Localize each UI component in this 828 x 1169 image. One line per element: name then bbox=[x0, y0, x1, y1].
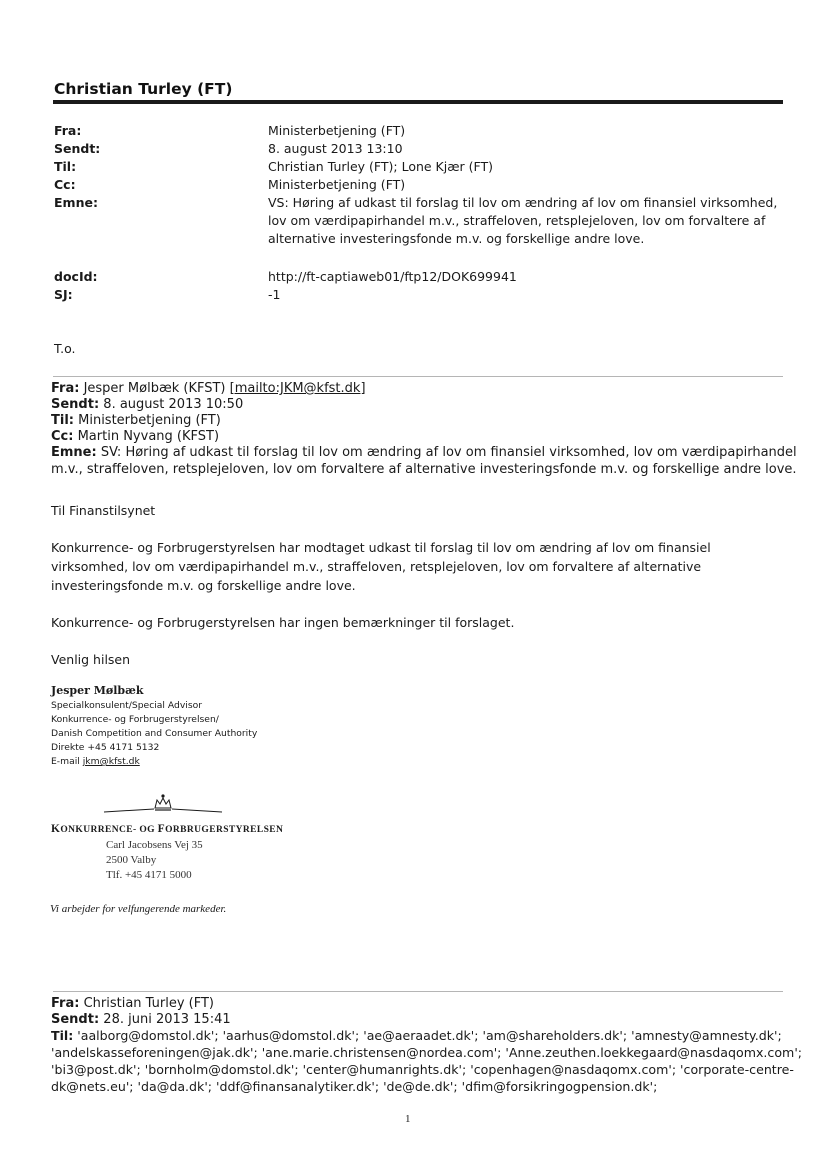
separator-rule bbox=[53, 376, 783, 377]
org-name-part: K bbox=[51, 823, 61, 835]
header-field-value: 8. august 2013 13:10 bbox=[268, 141, 403, 156]
to-value: Ministerbetjening (FT) bbox=[78, 413, 221, 428]
org-name-part: ONKURRENCE- OG bbox=[60, 825, 158, 835]
email-label: E-mail bbox=[51, 756, 80, 767]
org-name-part: ORBRUGERSTYRELSEN bbox=[165, 825, 284, 835]
forwarded-from bbox=[51, 381, 366, 397]
to-label: Til: bbox=[51, 1028, 74, 1043]
header-field-value: Ministerbetjening (FT) bbox=[268, 123, 406, 138]
earlier-to bbox=[51, 1028, 782, 1044]
signature-title: Specialkonsulent/Special Advisor bbox=[51, 700, 203, 711]
header-field-value: VS: Høring af udkast til forslag til lov om ændring af lov om finansiel virksomhed, bbox=[268, 195, 778, 210]
body-paragraph-2: Konkurrence- og Forbrugerstyrelsen har ingen bemærkninger til forslaget. bbox=[51, 615, 515, 630]
address-line: Tlf. +45 4171 5000 bbox=[106, 869, 192, 881]
forwarded-subject bbox=[51, 445, 797, 461]
forwarded-to bbox=[51, 413, 221, 429]
sent-label: Sendt: bbox=[51, 1012, 100, 1027]
address-line: Carl Jacobsens Vej 35 bbox=[106, 839, 203, 851]
body-paragraph-1 bbox=[51, 538, 781, 595]
sent-value: 28. juni 2013 15:41 bbox=[103, 1012, 231, 1027]
recipients-line: 'aalborg@domstol.dk'; 'aarhus@domstol.dk'; 'ae@aeraadet.dk'; 'am@shareholders.dk'; 'amnesty@amnesty.dk'; bbox=[77, 1028, 782, 1043]
header-field-label: Fra: bbox=[54, 123, 82, 138]
closing: Venlig hilsen bbox=[51, 652, 131, 667]
cc-value: Martin Nyvang (KFST) bbox=[77, 429, 220, 444]
header-field-label: SJ: bbox=[54, 287, 73, 302]
org-logo-name bbox=[51, 823, 283, 835]
header-field-value: -1 bbox=[268, 287, 281, 302]
earlier-sent bbox=[51, 1012, 231, 1028]
signature-name: Jesper Mølbæk bbox=[51, 684, 144, 697]
forwarded-cc bbox=[51, 429, 219, 445]
forwarded-subject-cont: m.v., straffeloven, retsplejeloven, lov om forvaltere af alternative investeringsfonde m.v. og forskellige andre love. bbox=[51, 462, 797, 477]
from-value: Christian Turley (FT) bbox=[83, 996, 214, 1011]
header-field-value: Christian Turley (FT); Lone Kjær (FT) bbox=[268, 159, 493, 174]
sent-label: Sendt: bbox=[51, 397, 100, 412]
recipients-line: dk@nets.eu'; 'da@da.dk'; 'ddf@finansanalytiker.dk'; 'de@de.dk'; 'dfim@forsikringogpension.dk'; bbox=[51, 1079, 658, 1094]
greeting: Til Finanstilsynet bbox=[51, 503, 156, 518]
subject-line-1: SV: Høring af udkast til forslag til lov om ændring af lov om finansiel virksomhed, lov om værdipapirhandel bbox=[100, 445, 797, 460]
header-field-value[interactable]: http://ft-captiaweb01/ftp12/DOK699941 bbox=[268, 269, 517, 284]
forwarded-sent bbox=[51, 397, 243, 413]
header-field-value: lov om værdipapirhandel m.v., straffeloven, retsplejeloven, lov om forvaltere af bbox=[268, 213, 766, 228]
recipients-line: 'bi3@post.dk'; 'bornholm@domstol.dk'; 'center@humanrights.dk'; 'copenhagen@nasdaqomx.com'; 'corporate-centre- bbox=[51, 1062, 794, 1077]
sent-value: 8. august 2013 10:50 bbox=[103, 397, 244, 412]
title-rule bbox=[53, 100, 783, 104]
email-link[interactable]: jkm@kfst.dk bbox=[82, 756, 140, 767]
crown-logo-icon bbox=[100, 792, 260, 818]
body-line: investeringsfonde m.v. og forskellige andre love. bbox=[51, 578, 356, 593]
note-text: T.o. bbox=[54, 341, 76, 356]
address-line: 2500 Valby bbox=[106, 854, 157, 866]
body-line: virksomhed, lov om værdipapirhandel m.v., straffeloven, retsplejeloven, lov om forvaltere af alternative bbox=[51, 559, 702, 574]
signature-phone: Direkte +45 4171 5132 bbox=[51, 742, 160, 753]
subject-label: Emne: bbox=[51, 445, 97, 460]
separator-rule bbox=[53, 991, 783, 992]
header-field-value: Ministerbetjening (FT) bbox=[268, 177, 406, 192]
signature-org-da: Konkurrence- og Forbrugerstyrelsen/ bbox=[51, 714, 219, 725]
header-field-label: Emne: bbox=[54, 195, 98, 210]
header-field-value: alternative investeringsfonde m.v. og forskellige andre love. bbox=[268, 231, 645, 246]
document-title: Christian Turley (FT) bbox=[54, 80, 233, 98]
motto: Vi arbejder for velfungerende markeder. bbox=[50, 903, 227, 915]
mailto-link[interactable]: [mailto:JKM@kfst.dk] bbox=[229, 381, 366, 396]
from-value: Jesper Mølbæk (KFST) bbox=[83, 381, 226, 396]
to-label: Til: bbox=[51, 413, 74, 428]
header-field-label: Til: bbox=[54, 159, 77, 174]
recipients-line: 'andelskasseforeningen@jak.dk'; 'ane.marie.christensen@nordea.com'; 'Anne.zeuthen.loekkegaard@nasdaqomx.com'; bbox=[51, 1045, 803, 1060]
header-field-label: Sendt: bbox=[54, 141, 101, 156]
signature-email bbox=[51, 756, 140, 769]
header-field-label: docId: bbox=[54, 269, 98, 284]
from-label: Fra: bbox=[51, 996, 80, 1011]
body-line: Konkurrence- og Forbrugerstyrelsen har modtaget udkast til forslag til lov om ændring af lov om finansiel bbox=[51, 540, 711, 555]
page-number: 1 bbox=[405, 1113, 411, 1125]
signature-org-en: Danish Competition and Consumer Authority bbox=[51, 728, 258, 739]
header-field-label: Cc: bbox=[54, 177, 76, 192]
earlier-from bbox=[51, 996, 214, 1012]
from-label: Fra: bbox=[51, 381, 80, 396]
org-name-part: F bbox=[157, 823, 166, 835]
cc-label: Cc: bbox=[51, 429, 74, 444]
